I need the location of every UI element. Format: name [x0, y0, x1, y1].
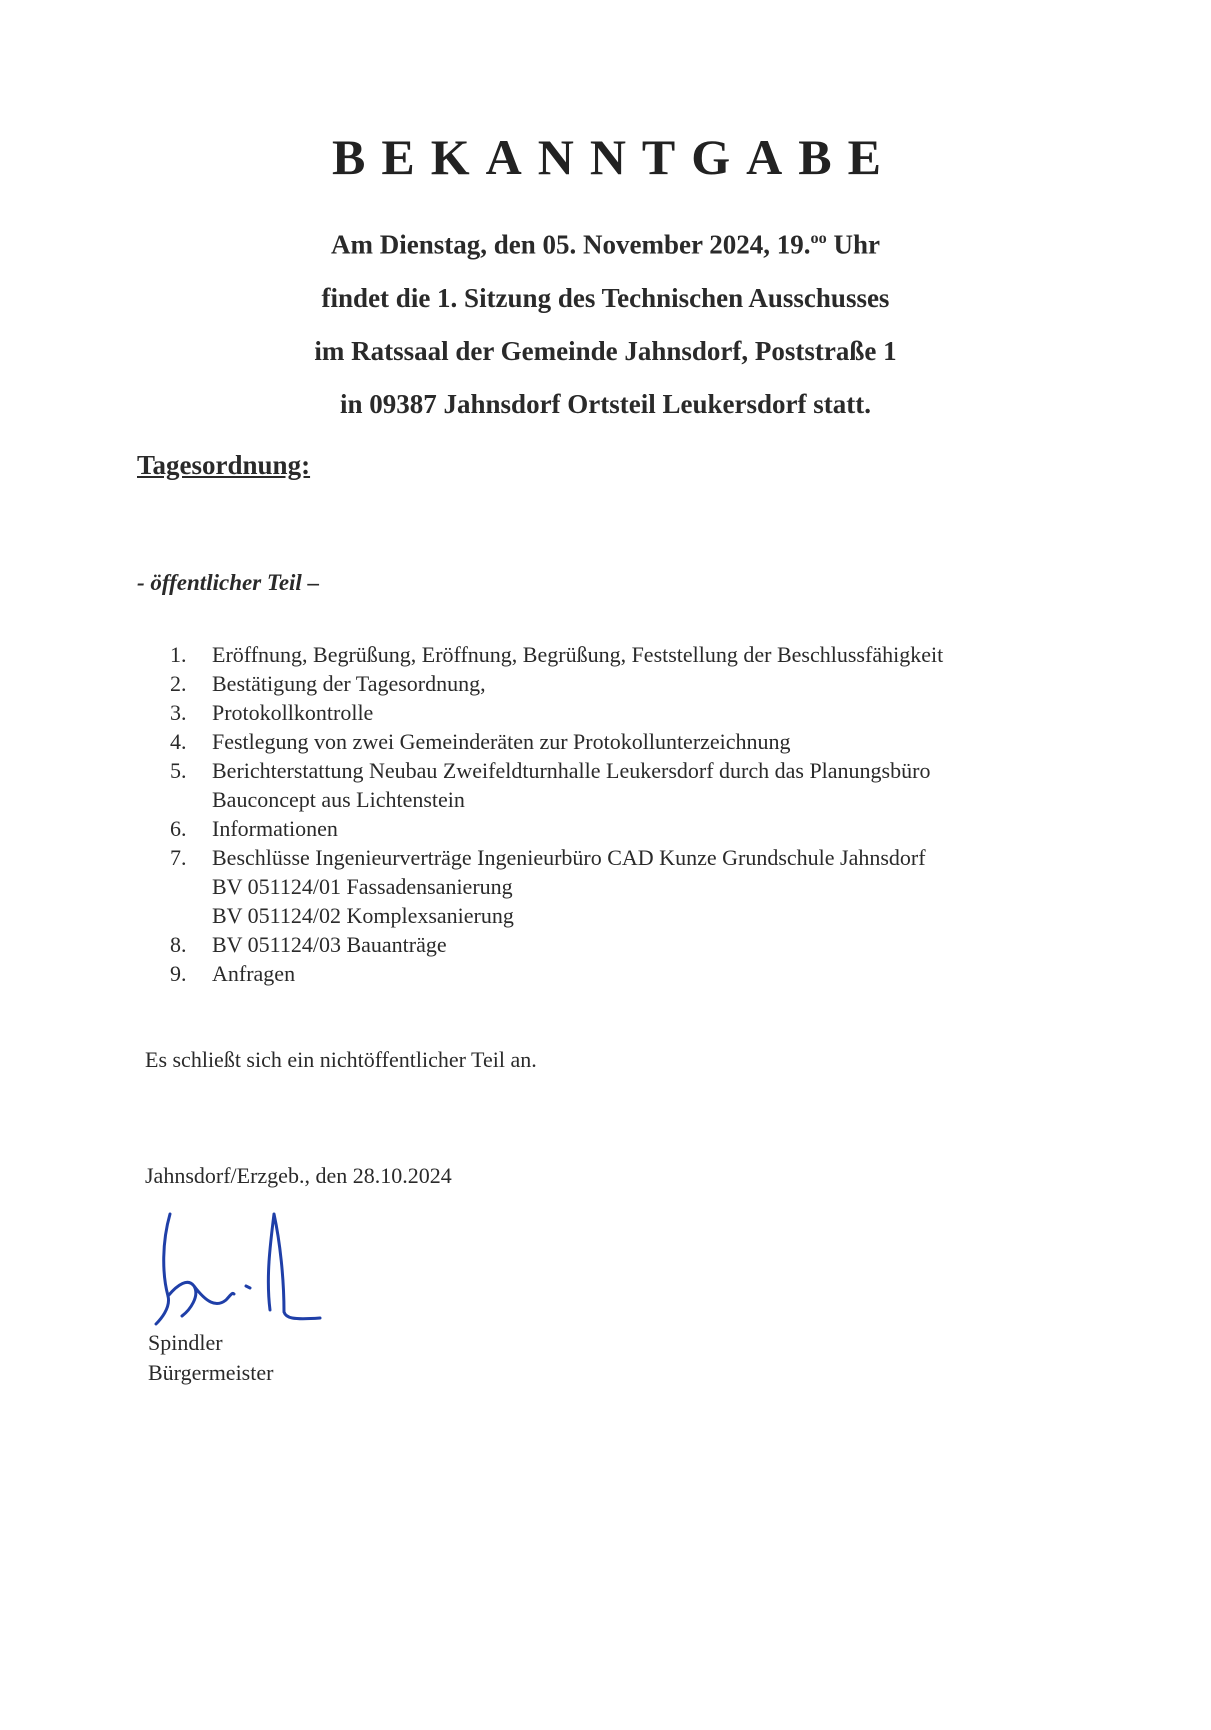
agenda-item [170, 727, 1070, 756]
agenda-item-continuation: BV 051124/01 Fassadensanierung [212, 874, 513, 899]
agenda-item [170, 756, 1070, 785]
agenda-list [170, 640, 1070, 988]
announcement-line-4: in 09387 Jahnsdorf Ortsteil Leukersdorf statt. [340, 388, 871, 419]
document-title: BEKANNTGABE [332, 129, 897, 185]
agenda-item-text: Eröffnung, Begrüßung, Eröffnung, Begrüßung, Feststellung der Beschlussfähigkeit [212, 642, 944, 667]
agenda-item-text: Informationen [212, 816, 338, 841]
signature-stroke [268, 1214, 320, 1319]
agenda-item-text: Berichterstattung Neubau Zweifeldturnhalle Leukersdorf durch das Planungsbüro [212, 758, 931, 783]
announcement-time-unit: Uhr [826, 229, 880, 260]
agenda-item-number: 5. [170, 758, 187, 783]
signer-title: Bürgermeister [148, 1360, 274, 1385]
agenda-item [170, 640, 1070, 669]
signature-stroke [246, 1286, 250, 1288]
agenda-item-text: Protokollkontrolle [212, 700, 374, 725]
closing-note: Es schließt sich ein nichtöffentlicher Teil an. [145, 1047, 537, 1072]
announcement-line-3: im Ratssaal der Gemeinde Jahnsdorf, Poststraße 1 [314, 335, 897, 366]
agenda-item-number: 3. [170, 700, 187, 725]
agenda-item [170, 698, 1070, 727]
announcement-line-1 [0, 212, 1211, 272]
agenda-item [170, 843, 1070, 872]
announcement-date-text: Am Dienstag, den 05. November 2024, 19. [331, 229, 811, 260]
handwritten-signature [148, 1212, 338, 1332]
agenda-heading: Tagesordnung: [137, 450, 311, 480]
agenda-item [170, 959, 1070, 988]
agenda-item-number: 9. [170, 961, 187, 986]
signer-name: Spindler [148, 1330, 223, 1355]
agenda-item-number: 2. [170, 671, 187, 696]
signer-block [148, 1328, 273, 1388]
agenda-item-number: 1. [170, 642, 187, 667]
agenda-item-text: BV 051124/03 Bauanträge [212, 932, 447, 957]
public-part-label: - öffentlicher Teil – [137, 570, 320, 595]
agenda-item-continuation: Bauconcept aus Lichtenstein [212, 787, 465, 812]
agenda-item [170, 669, 1070, 698]
agenda-item-number: 6. [170, 816, 187, 841]
agenda-item [170, 930, 1070, 959]
signature-stroke [156, 1214, 234, 1324]
agenda-item [170, 814, 1070, 843]
agenda-item-number: 7. [170, 845, 187, 870]
agenda-item-continuation: BV 051124/02 Komplexsanierung [212, 903, 514, 928]
agenda-item-text: Anfragen [212, 961, 296, 986]
announcement-line-2: findet die 1. Sitzung des Technischen Ausschusses [321, 282, 890, 313]
agenda-item-text: Festlegung von zwei Gemeinderäten zur Protokollunterzeichnung [212, 729, 791, 754]
agenda-item-number: 8. [170, 932, 187, 957]
agenda-item-text: Bestätigung der Tagesordnung, [212, 671, 486, 696]
meeting-announcement [0, 212, 1211, 431]
agenda-item-number: 4. [170, 729, 187, 754]
place-and-date: Jahnsdorf/Erzgeb., den 28.10.2024 [145, 1163, 452, 1188]
time-superscript: oo [810, 229, 827, 247]
agenda-item-text: Beschlüsse Ingenieurverträge Ingenieurbüro CAD Kunze Grundschule Jahnsdorf [212, 845, 926, 870]
